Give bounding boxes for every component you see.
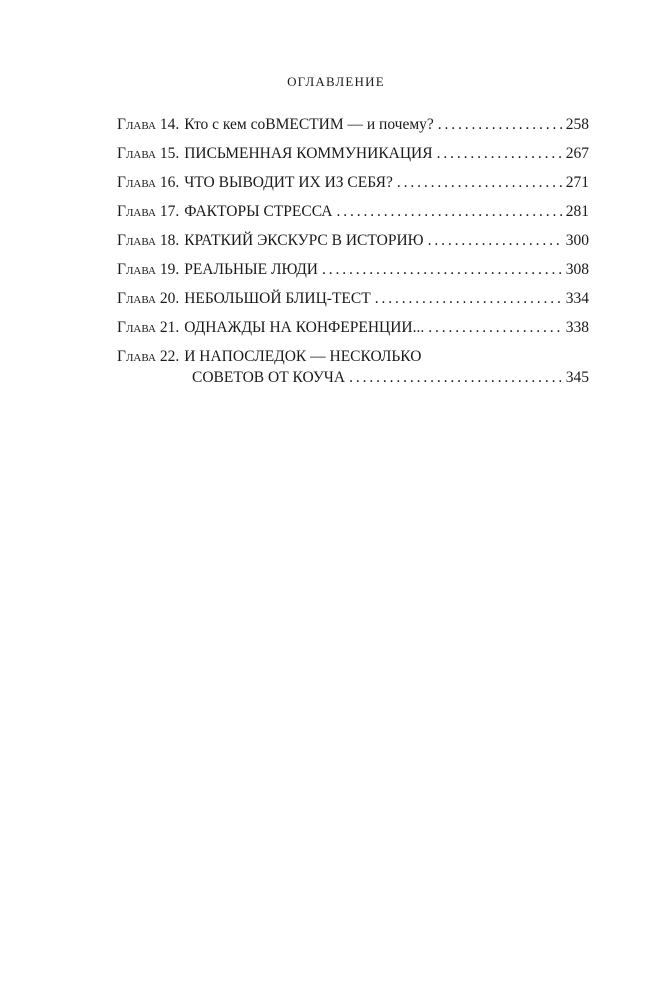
chapter-title: ПИСЬМЕННАЯ КОММУНИКАЦИЯ (184, 145, 433, 162)
chapter-label: Глава 21. (117, 319, 180, 336)
chapter-title: КРАТКИЙ ЭКСКУРС В ИСТОРИЮ (184, 232, 424, 249)
chapter-label: Глава 19. (117, 261, 180, 278)
page-number: 267 (565, 145, 589, 162)
page-number: 271 (565, 174, 589, 191)
toc-entry-15[interactable] (117, 139, 589, 168)
toc-entry-22[interactable] (117, 346, 589, 388)
chapter-title: Кто с кем соВМЕСТИМ — и почему? (184, 116, 434, 133)
dot-leader (375, 284, 562, 313)
dot-leader (437, 139, 562, 168)
chapter-label: Глава 17. (117, 203, 180, 220)
page-number: 308 (565, 261, 589, 278)
chapter-title: ФАКТОРЫ СТРЕССА (184, 203, 333, 220)
dot-leader (438, 110, 562, 139)
chapter-title: ОДНАЖДЫ НА КОНФЕРЕНЦИИ... (184, 319, 425, 336)
chapter-title: ЧТО ВЫВОДИТ ИХ ИЗ СЕБЯ? (184, 174, 393, 191)
toc-entry-17[interactable] (117, 197, 589, 226)
dot-leader (322, 255, 562, 284)
toc-entry-20[interactable] (117, 284, 589, 313)
dot-leader (336, 197, 561, 226)
page-number: 334 (565, 290, 589, 307)
chapter-title: И НАПОСЛЕДОК — НЕСКОЛЬКО (184, 348, 422, 365)
dot-leader (349, 367, 562, 388)
toc-entry-line (117, 367, 589, 388)
chapter-label: Глава 16. (117, 174, 180, 191)
page-heading: ОГЛАВЛЕНИЕ (287, 74, 385, 89)
page-number: 338 (565, 319, 589, 336)
page-number: 300 (565, 232, 589, 249)
page-number: 281 (565, 203, 589, 220)
chapter-label: Глава 20. (117, 290, 180, 307)
toc-entry-18[interactable] (117, 226, 589, 255)
toc-entry-14[interactable] (117, 110, 589, 139)
chapter-label: Глава 22. (117, 348, 180, 365)
chapter-title: НЕБОЛЬШОЙ БЛИЦ-ТЕСТ (184, 290, 371, 307)
dot-leader (428, 313, 562, 342)
chapter-label: Глава 14. (117, 116, 180, 133)
table-of-contents (117, 110, 589, 388)
toc-entry-19[interactable] (117, 255, 589, 284)
chapter-label: Глава 15. (117, 145, 180, 162)
dot-leader (428, 226, 562, 255)
chapter-title-continued: СОВЕТОВ ОТ КОУЧА (192, 369, 346, 386)
page-number: 258 (565, 116, 589, 133)
dot-leader (397, 168, 562, 197)
toc-entry-line (117, 346, 589, 367)
toc-entry-16[interactable] (117, 168, 589, 197)
chapter-label: Глава 18. (117, 232, 180, 249)
toc-entry-21[interactable] (117, 313, 589, 342)
chapter-title: РЕАЛЬНЫЕ ЛЮДИ (184, 261, 318, 278)
page-number: 345 (565, 369, 589, 386)
